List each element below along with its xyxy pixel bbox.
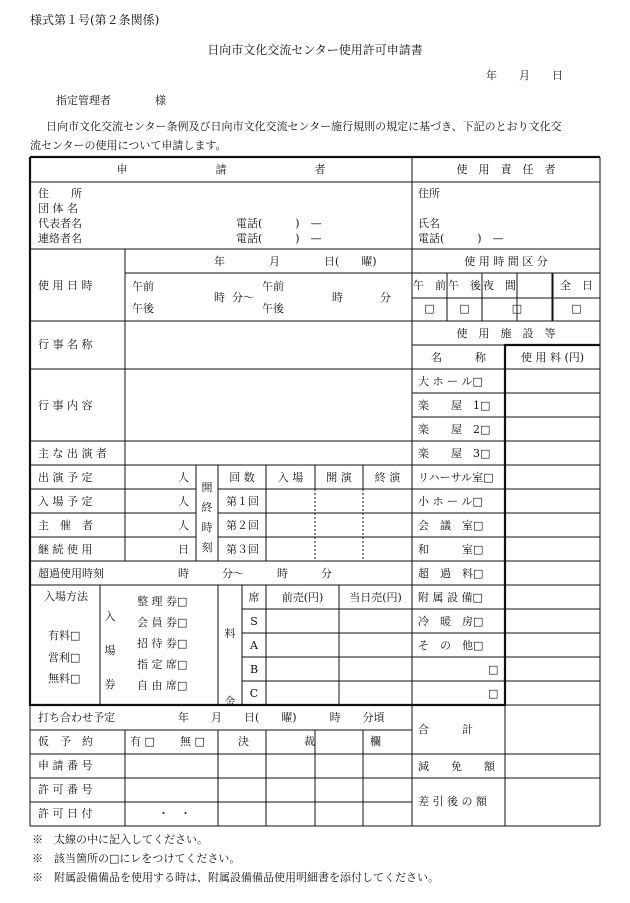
hour-label-2: 時 [332, 291, 343, 304]
organizer-unit: 人 [178, 519, 189, 532]
responsible-address-label: 住所 [418, 187, 440, 200]
continuous-use-unit: 日 [178, 543, 189, 556]
admission-commercial[interactable]: 営利□ [48, 651, 81, 664]
responsible-phone[interactable]: 電話( ) — [418, 232, 504, 245]
facility-dressing-room-1[interactable]: 楽 屋 1□ [418, 399, 491, 412]
slot-morning-checkbox[interactable]: □ [424, 302, 435, 315]
facility-small-hall[interactable]: 小 ホ ー ル□ [418, 495, 483, 508]
usage-date-line[interactable]: 年 月 日( 曜) [214, 255, 377, 268]
hour-label-1: 時 [214, 291, 225, 304]
ticket-invitation[interactable]: 招 待 券□ [137, 637, 188, 650]
minute-label-2: 分 [380, 291, 391, 304]
schedule-header-count: 回 数 [229, 471, 255, 484]
attendance-unit: 人 [178, 495, 189, 508]
intro-text-1: 日向市文化交流センター条例及び日向市文化交流センター施行規則の規定に基づき、下記のとおり文化交 [46, 120, 562, 133]
date-line[interactable]: 年 月 日 [486, 69, 563, 82]
facility-other[interactable]: そ の 他□ [418, 639, 484, 652]
usage-date-label: 使 用 日 時 [38, 279, 93, 292]
slot-afternoon: 午 後 [448, 279, 481, 292]
facility-main-hall[interactable]: 大 ホ ー ル□ [418, 375, 483, 388]
am-option-2[interactable]: 午前 [262, 280, 284, 293]
event-content-label: 行 事 内 容 [38, 399, 93, 412]
permit-number-label: 許 可 番 号 [38, 783, 93, 796]
performers-planned-label: 出 演 予 定 [38, 471, 93, 484]
continuous-use-label: 継 続 使 用 [38, 543, 93, 556]
slot-night-checkbox[interactable]: □ [511, 302, 523, 315]
seat-s: S [250, 615, 258, 628]
attendance-planned-label: 入 場 予 定 [38, 495, 93, 508]
admission-method-label: 入場方法 [44, 590, 88, 603]
admission-free[interactable]: 無料□ [48, 672, 81, 685]
ticket-member[interactable]: 会 員 券□ [137, 616, 188, 629]
time-slot-header: 使 用 時 間 区 分 [464, 255, 548, 268]
contact-person-label: 連絡者名 [38, 232, 82, 245]
reduction-label: 減 免 額 [418, 760, 495, 773]
facility-dressing-room-3[interactable]: 楽 屋 3□ [418, 447, 491, 460]
minute-from-label: 分〜 [232, 291, 254, 304]
presale-header: 前売(円) [281, 591, 324, 604]
performers-unit: 人 [178, 471, 189, 484]
applicant-phone-2[interactable]: 電話( ) — [236, 232, 322, 245]
note-1: ※ 太線の中に記入してください。 [32, 833, 208, 846]
meeting-label: 打ち合わせ予定 [38, 711, 115, 724]
session-3: 第３回 [226, 543, 259, 556]
admission-paid[interactable]: 有料□ [48, 629, 81, 642]
seat-c: C [249, 687, 259, 700]
session-1: 第１回 [226, 495, 259, 508]
facility-blank-checkbox-1[interactable]: □ [488, 663, 499, 676]
permit-date-label: 許 可 日 付 [38, 807, 93, 820]
organizer-label: 主 催 者 [38, 519, 93, 532]
representative-label: 代表者名 [38, 217, 82, 230]
slot-morning: 午 前 [413, 279, 446, 292]
applicant-phone-1[interactable]: 電話( ) — [236, 217, 322, 230]
applicant-header: 申 請 者 [116, 163, 326, 176]
facility-air-conditioning[interactable]: 冷 暖 房□ [418, 615, 484, 628]
form-title: 日向市文化交流センター使用許可申請書 [207, 43, 423, 57]
fee-label: 料金 [224, 627, 236, 708]
intro-text-2: 流センターの使用について申請します。 [30, 139, 227, 152]
overtime-time[interactable]: 時 分〜 時 分 [178, 567, 332, 580]
form-number: 様式第１号(第２条関係) [30, 13, 160, 27]
facility-rehearsal-room[interactable]: リハーサル室□ [418, 471, 494, 484]
permit-date-dots: ・ ・ [158, 807, 191, 820]
facility-blank-checkbox-2[interactable]: □ [488, 687, 499, 700]
schedule-header-end: 終 演 [374, 471, 401, 484]
am-option-1[interactable]: 午前 [132, 280, 154, 293]
reservation-yes[interactable]: 有 □ [130, 735, 155, 748]
facility-name-column: 名 称 [431, 351, 486, 364]
facility-header: 使 用 施 設 等 [456, 327, 556, 340]
open-close-time-label: 開終時刻 [201, 481, 213, 554]
schedule-header-start: 開 演 [326, 471, 352, 484]
reservation-no[interactable]: 無 □ [180, 735, 205, 748]
slot-night: 夜 間 [483, 279, 516, 292]
group-name-label: 団 体 名 [38, 202, 78, 215]
meeting-datetime[interactable]: 年 月 日( 曜) 時 分頃 [178, 711, 385, 724]
sameday-header: 当日売(円) [349, 591, 402, 604]
seat-label: 席 [248, 591, 260, 604]
ticket-unreserved[interactable]: 自 由 席□ [137, 679, 188, 692]
seat-b: B [249, 663, 259, 676]
provisional-reservation-label: 仮 予 約 [38, 735, 93, 748]
overtime-label: 超過使用時刻 [38, 567, 104, 580]
application-number-label: 申 請 番 号 [38, 759, 93, 772]
facility-japanese-room[interactable]: 和 室□ [418, 543, 484, 556]
session-2: 第２回 [226, 519, 259, 532]
performer-label: 主 な 出 演 者 [38, 447, 107, 460]
ticket-reserved[interactable]: 指 定 席□ [137, 658, 188, 671]
schedule-header-entry: 入 場 [277, 471, 304, 484]
pm-option-2[interactable]: 午後 [262, 302, 284, 315]
after-discount-label: 差 引 後 の 額 [418, 795, 487, 808]
note-2: ※ 該当箇所の□にレをつけてください。 [32, 852, 241, 865]
slot-afternoon-checkbox[interactable]: □ [459, 302, 470, 315]
responsible-header: 使 用 責 任 者 [456, 163, 556, 176]
facility-fee-column: 使 用 料 (円) [520, 351, 585, 364]
facility-equipment[interactable]: 附 属 設 備□ [418, 591, 483, 604]
facility-dressing-room-2[interactable]: 楽 屋 2□ [418, 423, 491, 436]
pm-option-1[interactable]: 午後 [132, 302, 154, 315]
total-label: 合 計 [418, 723, 473, 736]
note-3: ※ 附属設備備品を使用する時は、附属設備備品使用明細書を添付してください。 [32, 871, 439, 884]
address-label: 住 所 [38, 187, 82, 200]
approval-column-label: 決 裁 欄 [238, 735, 381, 748]
addressee: 指定管理者 様 [56, 94, 166, 107]
slot-full-day-checkbox[interactable]: □ [571, 302, 582, 315]
ticket-label: 入場券 [104, 610, 116, 691]
slot-full-day: 全 日 [560, 279, 593, 292]
ticket-numbered[interactable]: 整 理 券□ [137, 595, 188, 608]
seat-a: A [250, 639, 258, 652]
event-name-label: 行 事 名 称 [38, 338, 93, 351]
facility-meeting-room[interactable]: 会 議 室□ [418, 519, 484, 532]
responsible-name-label: 氏名 [418, 217, 440, 230]
facility-excess-fee[interactable]: 超 過 料□ [418, 567, 484, 580]
